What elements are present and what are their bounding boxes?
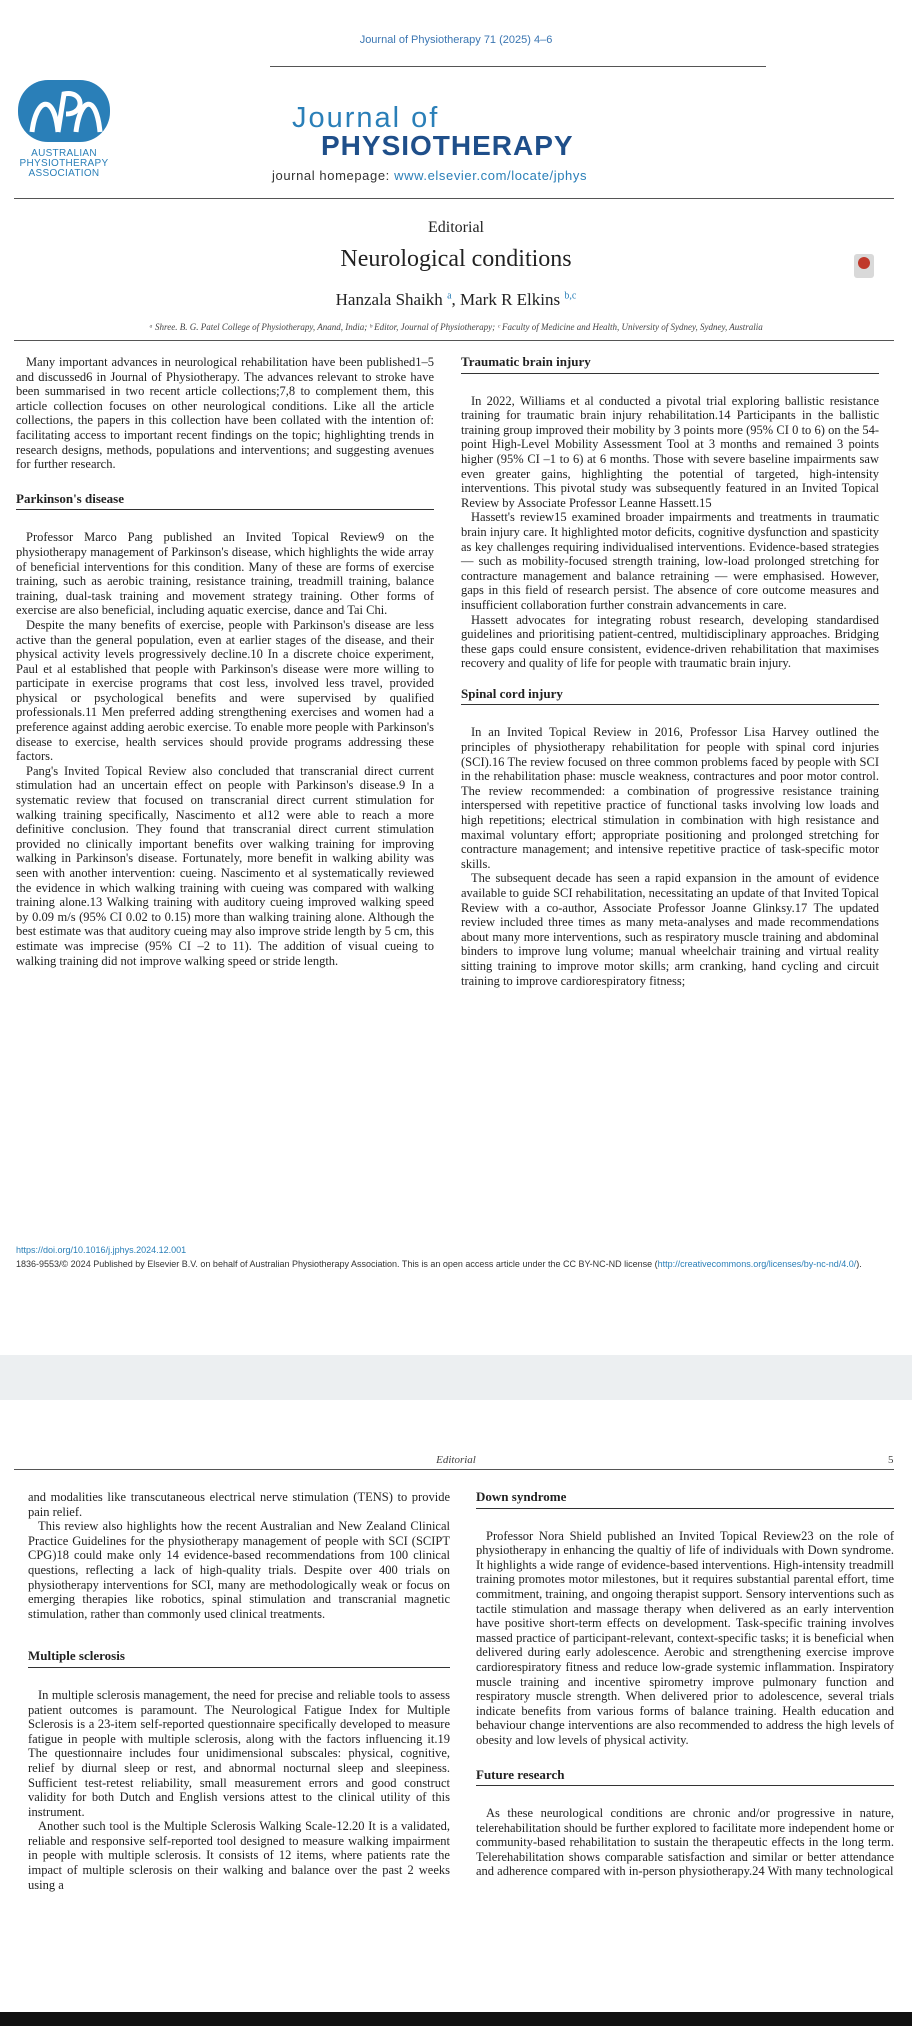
heading-ms: Multiple sclerosis bbox=[28, 1649, 450, 1668]
tbi-paragraph-1: In 2022, Williams et al conducted a pivotal trial exploring ballistic resistance training for traumatic brain injury rehabilitation.14 Participants in the ballistic training group improved their mobility by 3 points more (95% CI 0 to 6) on the 54-point High-Level Mobility Assessment Tool at 3 months and remained 3 points higher (95% CI –1 to 6) at 6 months. Those with severe baseline impairments saw even greater gains, highlighting the potential of targeted, high-intensity interventions. This pivotal study was subsequently featured in an Invited Topical Review by Associate Professor Leanne Hassett.15 bbox=[461, 393, 879, 510]
page2-right-column bbox=[476, 1490, 894, 1879]
sci-paragraph-3: This review also highlights how the recent Australian and New Zealand Clinical Practice Guidelines for the physiotherapy management of people with SCI (SCIPT CPG)18 could make only 14 evidence-based recommendations from 100 clinical questions, reflecting a lack of high-quality trials. Despite over 400 trials on physiotherapy interventions for SCI, many are methodologically weak or focus on emerging therapies like robotics, spinal stimulation and transcranial magnetic stimulation, rather than commonly used clinical treatments. bbox=[28, 1519, 450, 1621]
parkinsons-paragraph-2: Despite the many benefits of exercise, people with Parkinson's disease are less active than the general population, even at earlier stages of the disease, and their physical activity levels progressively decline.10 In a discrete choice experiment, Paul et al established that people with Parkinson's disease were more willing to participate in exercise programs that cost less, involved less travel, provided physical or psychological benefits and were supervised by qualified professionals.11 Men preferred adding strengthening exercises and women had a preference against adding aerobic exercise. To enable more people with Parkinson's disease to exercise, health services should provide programs addressing these factors. bbox=[16, 617, 434, 764]
tbi-paragraph-2: Hassett's review15 examined broader impairments and treatments in traumatic brain injury care. It highlighted motor deficits, cognitive dysfunction and spasticity as key challenges requiring individualised interventions. Evidence-based strategies — such as mobility-focused strength training, low-load prolonged stretching for contracture management and balance retraining — were emphasised. However, gaps in this field of research persist. The absence of core outcome measures and insufficient collaboration further constrain advancements in care. bbox=[461, 510, 879, 612]
heading-sci: Spinal cord injury bbox=[461, 687, 879, 706]
journal-citation[interactable]: Journal of Physiotherapy 71 (2025) 4–6 bbox=[359, 34, 553, 46]
tbi-paragraph-3: Hassett advocates for integrating robust research, developing standardised guidelines and prioritising patient-centred, multidisciplinary approaches. Bridging these gaps could ensure consistent, evidence-driven rehabilitation that maximises recovery and quality of life for people with traumatic brain injury. bbox=[461, 612, 879, 671]
header-rule bbox=[270, 66, 766, 67]
author-2: Mark R Elkins bbox=[460, 290, 561, 309]
ms-paragraph-1: In multiple sclerosis management, the need for precise and reliable tools to assess patient outcomes is paramount. The Neurological Fatigue Index for Multiple Sclerosis is a 23-item self-reported questionnaire specifically developed to measure fatigue in people with multiple sclerosis, along with the factors influencing it.19 The questionnaire includes four unidimensional subscales: physical, cognitive, relief by diurnal sleep or rest, and abnormal nocturnal sleep and sleepiness. Sufficient test-retest reliability, small measurement errors and good construct validity for both Dutch and English versions attest to the clinical utility of this instrument. bbox=[28, 1687, 450, 1819]
heading-ds: Down syndrome bbox=[476, 1490, 894, 1509]
apa-logo bbox=[14, 74, 114, 179]
sci-paragraph-2: The subsequent decade has seen a rapid expansion in the amount of evidence available to guide SCI rehabilitation, necessitating an update of that Invited Topical Review with a co-author, Associate Professor Joanne Glinksy.17 The updated review included three times as many meta-analyses and made recommendations about many more interventions, such as respiratory muscle training and abdominal binders to improve lung volume; manual wheelchair training and virtual reality sitting training to improve motor skills; arm cranking, hand cycling and circuit training to improve cardiorespiratory fitness; bbox=[461, 871, 879, 988]
future-research-paragraph-1: As these neurological conditions are chronic and/or progressive in nature, telerehabilitation should be further explored to facilitate more independent home or community-based rehabilitation to sustain the therapeutic effects in the long term. Telerehabilitation shows comparable satisfaction and similar or better attendance and adherence compared with in-person physiotherapy.24 With many technological bbox=[476, 1806, 894, 1879]
license-statement: 1836-9553/© 2024 Published by Elsevier B.V. on behalf of Australian Physiotherapy Association. This is an open access article under the CC BY-NC-ND license ( bbox=[16, 1259, 658, 1269]
page1-right-column bbox=[461, 355, 879, 988]
article-type: Editorial bbox=[428, 219, 484, 236]
authors: Hanzala Shaikh $^a$, Mark R Elkins $^{b,c}$ bbox=[335, 290, 577, 309]
journal-name: PHYSIOTHERAPY bbox=[321, 130, 574, 161]
page1-left-column bbox=[16, 355, 434, 968]
license-end: ). bbox=[856, 1259, 862, 1269]
sci-continued: and modalities like transcutaneous electrical nerve stimulation (TENS) to provide pain relief. bbox=[28, 1490, 450, 1519]
license-text bbox=[16, 1258, 886, 1270]
apa-logo-icon bbox=[14, 74, 114, 144]
parkinsons-paragraph-3: Pang's Invited Topical Review also concluded that transcranial direct current stimulation had an uncertain effect on people with Parkinson's disease.9 In a systematic review that focused on transcranial direct current stimulation for walking training specifically, Nascimento et al12 were able to reach a more definitive conclusion. They found that transcranial direct current stimulation provided no clinically important benefits over walking training for improving walking in Parkinson's disease. Fortunately, more benefit in walking ability was seen with another intervention: cueing. Nascimento et al systematically reviewed the evidence in which walking training with cueing was compared with walking training alone.13 Walking training with auditory cueing improved walking speed by 0.09 m/s (95% CI 0.02 to 0.15) more than walking training alone. Although the best estimate was that auditory cueing may also improve stride length by 5 cm, this estimate was imprecise (95% CI –2 to 11). The addition of visual cueing to walking training did not improve walking speed or stride length. bbox=[16, 763, 434, 968]
logo-line-3: ASSOCIATION bbox=[28, 168, 100, 179]
ms-paragraph-2: Another such tool is the Multiple Sclerosis Walking Scale-12.20 It is a validated, reliable and responsive self-reported tool designed to measure walking impairment in people with multiple sclerosis. It consists of 12 items, where patients rate the impact of multiple sclerosis on their walking and balance over the past 2 weeks using a bbox=[28, 1819, 450, 1892]
author-1: Hanzala Shaikh bbox=[335, 290, 443, 309]
affiliations: ᵃ Shree. B. G. Patel College of Physiotherapy, Anand, India; ᵇ Editor, Journal of Physiotherapy; ᶜ Faculty of Medicine and Health, University of Sydney, Sydney, Australia bbox=[149, 322, 763, 332]
license-link[interactable]: http://creativecommons.org/licenses/by-nc-nd/4.0/ bbox=[657, 1259, 857, 1269]
ds-paragraph-1: Professor Nora Shield published an Invited Topical Review23 on the role of physiotherapy in enhancing the qualtiy of life of individuals with Down syndrome. It highlights a wide range of evidence-based interventions. High-intensity treadmill training promotes motor milestones, but it requires substantial parental effort, time commitment, training, and ongoing therapist support. Sensory interventions such as tactile stimulation and massage therapy when delivered as an early intervention have positive short-term effects on development. Task-specific training involves massed practice of participant-relevant, context-specific tasks; it is beneficial when delivered during early adolescence. Aerobic and strengthening exercise improve cardiorespiratory fitness and reduce low-grade systemic inflammation. Inspiratory muscle training and incentive spirometry improve pulmonary function and respiratory muscle strength. When delivered prior to adolescence, several trials indicate benefits from various forms of balance training. Health education and behaviour change interventions are also recommended to address the high levels of obesity and low levels of physical activity. bbox=[476, 1528, 894, 1747]
heading-future-research: Future research bbox=[476, 1768, 894, 1787]
logo-line-1: AUSTRALIAN bbox=[31, 148, 97, 159]
journal-of: Journal of bbox=[292, 102, 440, 134]
journal-homepage bbox=[272, 168, 587, 183]
page2-header-rule bbox=[14, 1469, 894, 1470]
page-number: 5 bbox=[888, 1454, 894, 1466]
author-2-affil[interactable]: b,c bbox=[564, 290, 577, 302]
running-head: Editorial bbox=[436, 1454, 476, 1466]
heading-parkinsons: Parkinson's disease bbox=[16, 492, 434, 511]
bottom-bar bbox=[0, 2012, 912, 2026]
homepage-link[interactable]: www.elsevier.com/locate/jphys bbox=[394, 168, 588, 183]
parkinsons-paragraph-1: Professor Marco Pang published an Invited Topical Review9 on the physiotherapy management of Parkinson's disease, which highlights the wide array of beneficial interventions for this condition. Many of these are forms of exercise training, such as aerobic training, resistance training, treadmill training, balance training, dual-task training and movement strategy training. Other forms of exercise are also beneficial, including aquatic exercise, dance and Tai Chi. bbox=[16, 530, 434, 618]
homepage-label: journal homepage: bbox=[272, 168, 395, 183]
sci-paragraph-1: In an Invited Topical Review in 2016, Professor Lisa Harvey outlined the principles of physiotherapy rehabilitation for people with spinal cord injuries (SCI).16 The review focused on three common problems faced by people with SCI in the rehabilitation phase: muscle weakness, contractures and poor motor control. The review recommended: a combination of progressive resistance training interspersed with repetitive practice of functional tasks involving low loads and high repetitions; electrical stimulation in combination with high resistance and maximal voluntary effort; appropriate positioning and prolonged stretching for contracture management; and intensive repetitive practice of task-specific motor skills. bbox=[461, 725, 879, 871]
page-separator bbox=[0, 1355, 912, 1400]
doi-link[interactable]: https://doi.org/10.1016/j.jphys.2024.12.001 bbox=[16, 1245, 187, 1255]
logo-line-2: PHYSIOTHERAPY bbox=[19, 158, 109, 169]
heading-tbi: Traumatic brain injury bbox=[461, 355, 879, 374]
check-for-updates-icon[interactable] bbox=[854, 254, 874, 278]
affil-rule bbox=[14, 340, 894, 341]
intro-paragraph: Many important advances in neurological rehabilitation have been published1–5 and discussed6 in Journal of Physiotherapy. The advances relevant to stroke have been summarised in two recent article collections;7,8 to complement them, this article collection focuses on other neurological conditions. Like all the article collections, the papers in this collection have been collated with the intention of: facilitating access to important recent findings on the topic; highlighting trends in research designs, methods, populations and interventions; and suggesting avenues for further research. bbox=[16, 355, 434, 472]
author-1-affil[interactable]: a bbox=[447, 290, 452, 302]
article-title: Neurological conditions bbox=[340, 246, 572, 272]
page2-left-column bbox=[28, 1490, 450, 1892]
masthead-rule bbox=[14, 198, 894, 199]
